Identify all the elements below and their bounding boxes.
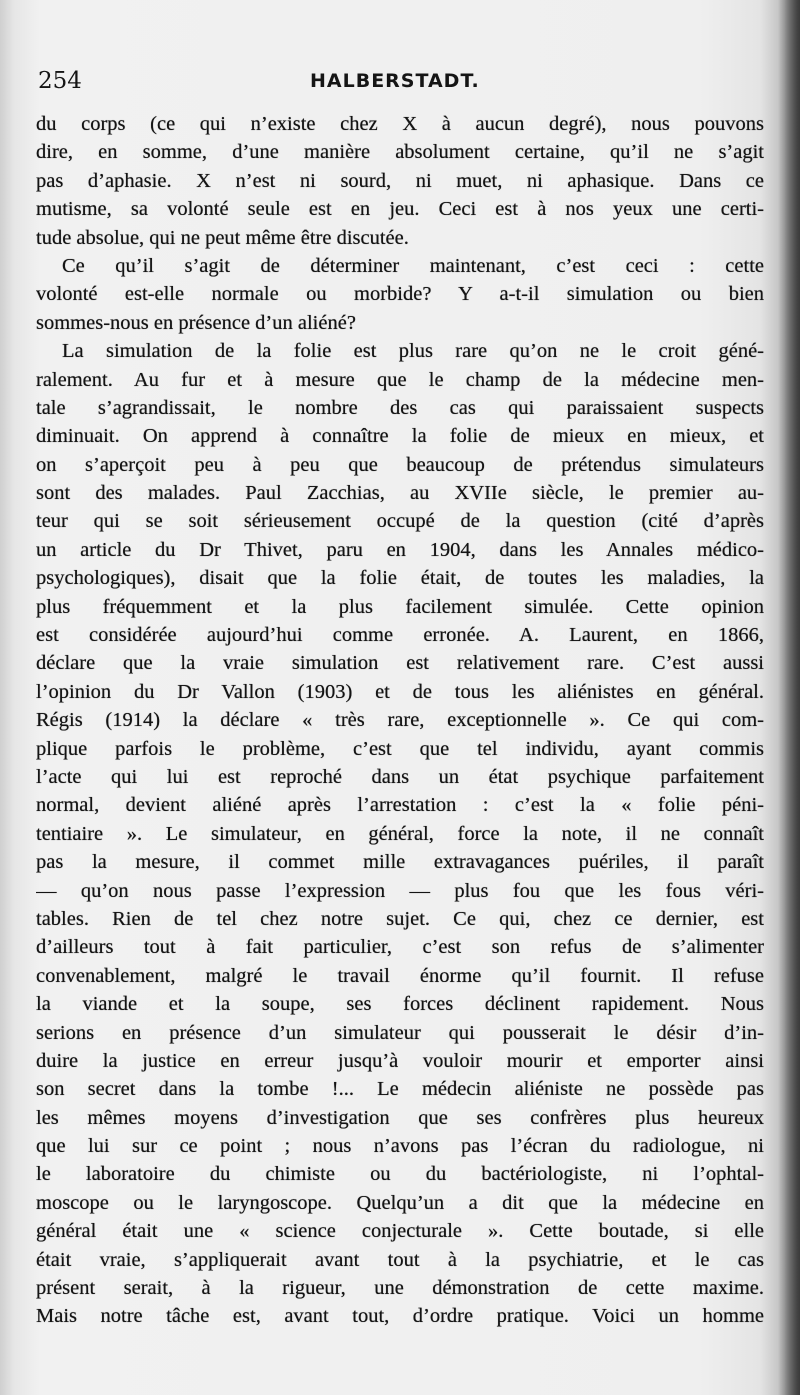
text-line: son secret dans la tombe !... Le médecin aliéniste ne possède pas [36, 1078, 764, 1101]
text-line: que lui sur ce point ; nous n’avons pas l’écran du radiologue, ni [36, 1135, 764, 1158]
text-line: présent serait, à la rigueur, une démonstration de cette maxime. [36, 1277, 764, 1300]
text-line: pas d’aphasie. X n’est ni sourd, ni muet, ni aphasique. Dans ce [36, 169, 764, 192]
page-number: 254 [38, 68, 82, 94]
text-line: était vraie, s’appliquerait avant tout à la psychiatrie, et le cas [36, 1248, 764, 1271]
text-line: volonté est-elle normale ou morbide? Y a-t-il simulation ou bien [36, 283, 764, 306]
running-head: HALBERSTADT. [310, 70, 480, 92]
text-line: moscope ou le laryngoscope. Quelqu’un a dit que la médecine en [36, 1191, 764, 1214]
text-line: normal, devient aliéné après l’arrestation : c’est la « folie péni- [36, 794, 764, 817]
text-line: La simulation de la folie est plus rare qu’on ne le croit géné- [62, 340, 764, 363]
text-line: — qu’on nous passe l’expression — plus fou que les fous véri- [36, 879, 764, 902]
text-line: Régis (1914) la déclare « très rare, exceptionnelle ». Ce qui com- [36, 709, 764, 732]
text-line: plique parfois le problème, c’est que tel individu, ayant commis [36, 737, 764, 760]
text-line: du corps (ce qui n’existe chez X à aucun degré), nous pouvons [36, 113, 764, 135]
text-line: convenablement, malgré le travail énorme qu’il fournit. Il refuse [36, 964, 764, 987]
text-line: teur qui se soit sérieusement occupé de la question (cité d’après [36, 510, 764, 533]
text-line: Ce qu’il s’agit de déterminer maintenant, c’est ceci : cette [62, 254, 764, 277]
text-line: l’opinion du Dr Vallon (1903) et de tous les aliénistes en général. [36, 680, 764, 703]
page-header [38, 68, 758, 104]
body-text [36, 110, 764, 1331]
text-line: on s’aperçoit peu à peu que beaucoup de prétendus simulateurs [36, 453, 764, 476]
text-line: sommes-nous en présence d’un aliéné? [36, 311, 356, 334]
text-line: un article du Dr Thivet, paru en 1904, dans les Annales médico- [36, 538, 764, 561]
text-line: la viande et la soupe, ses forces déclinent rapidement. Nous [36, 993, 764, 1016]
text-line: tables. Rien de tel chez notre sujet. Ce qui, chez ce dernier, est [36, 907, 764, 930]
text-line: général était une « science conjecturale ». Cette boutade, si elle [36, 1220, 764, 1243]
text-line: dire, en somme, d’une manière absolument certaine, qu’il ne s’agit [36, 141, 764, 164]
text-line: tentiaire ». Le simulateur, en général, force la note, il ne connaît [36, 822, 764, 845]
text-line: tude absolue, qui ne peut même être discutée. [36, 226, 409, 249]
text-line: diminuait. On apprend à connaître la folie de mieux en mieux, et [36, 425, 764, 448]
text-line: ralement. Au fur et à mesure que le champ de la médecine men- [36, 368, 764, 391]
text-line: plus fréquemment et la plus facilement simulée. Cette opinion [36, 595, 764, 618]
page-gutter-shadow [778, 0, 800, 1395]
text-line: est considérée aujourd’hui comme erronée. A. Laurent, en 1866, [36, 624, 764, 647]
text-line: d’ailleurs tout à fait particulier, c’est son refus de s’alimenter [36, 936, 764, 959]
text-line: tale s’agrandissait, le nombre des cas qui paraissaient suspects [36, 396, 764, 419]
text-line: l’acte qui lui est reproché dans un état psychique parfaitement [36, 765, 764, 788]
text-line: mutisme, sa volonté seule est en jeu. Ceci est à nos yeux une certi- [36, 198, 764, 221]
text-line: sont des malades. Paul Zacchias, au XVIIe siècle, le premier au- [36, 482, 764, 505]
text-line: pas la mesure, il commet mille extravagances puériles, il paraît [36, 851, 764, 874]
text-line: serions en présence d’un simulateur qui pousserait le désir d’in- [36, 1021, 764, 1044]
text-line: duire la justice en erreur jusqu’à vouloir mourir et emporter ainsi [36, 1049, 764, 1072]
text-line: Mais notre tâche est, avant tout, d’ordre pratique. Voici un homme [36, 1305, 764, 1328]
text-line: les mêmes moyens d’investigation que ses confrères plus heureux [36, 1106, 764, 1129]
text-line: le laboratoire du chimiste ou du bactériologiste, ni l’ophtal- [36, 1163, 764, 1186]
text-line: déclare que la vraie simulation est relativement rare. C’est aussi [36, 652, 764, 675]
text-line: psychologiques), disait que la folie était, de toutes les maladies, la [36, 567, 764, 590]
